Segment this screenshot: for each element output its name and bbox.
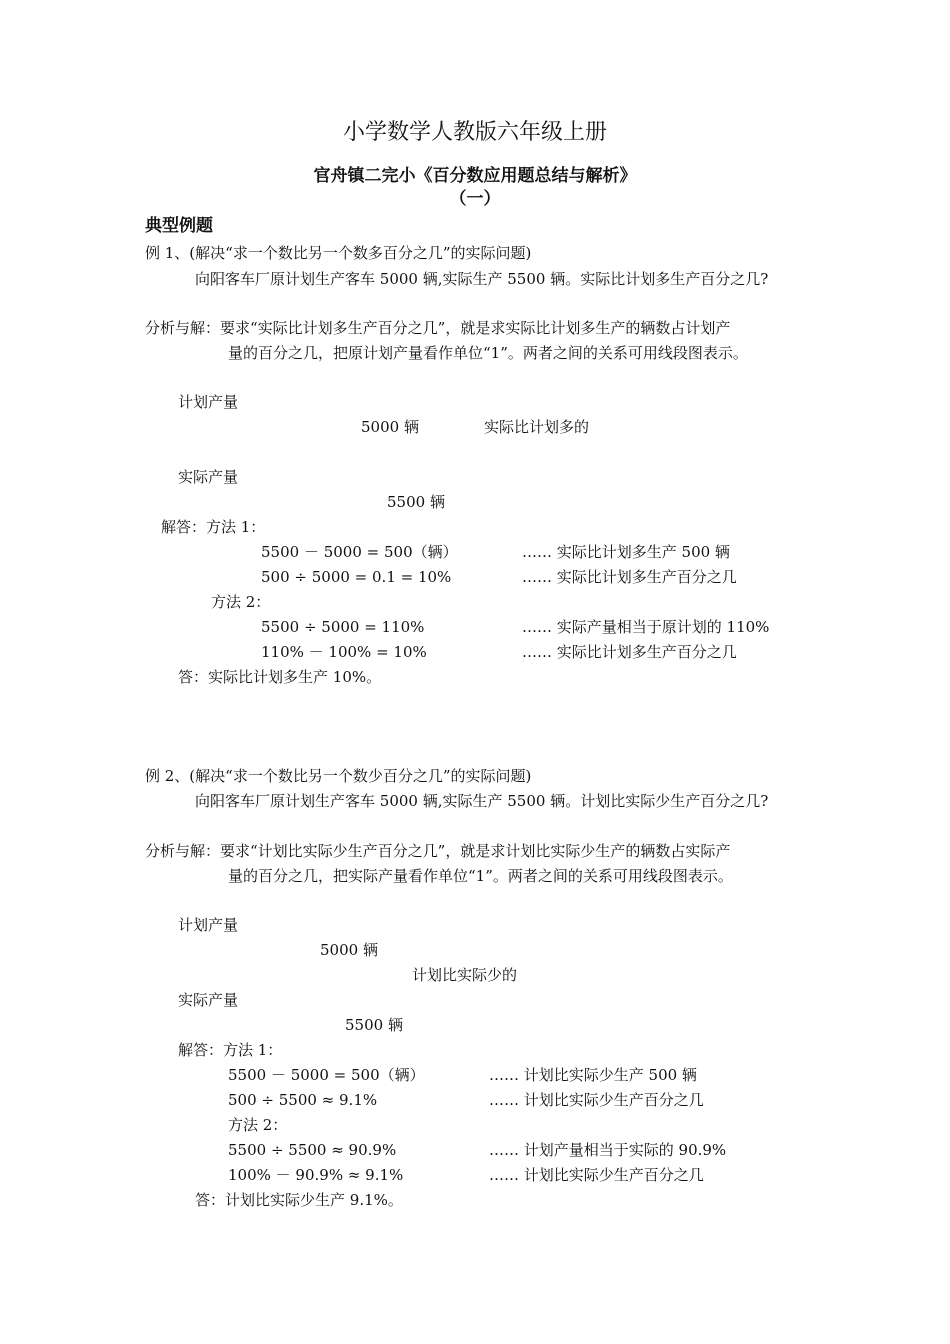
ex1-m2-step1: 5500 ÷ 5000 = 110%	[261, 618, 425, 636]
ex2-m1-note1: …… 计划比实际少生产 500 辆	[489, 1066, 697, 1084]
ex1-method1-label: 解答：方法 1：	[161, 518, 266, 536]
ex2-plan-label: 计划产量	[178, 916, 239, 934]
ex1-method2-label: 方法 2：	[211, 593, 271, 611]
ex2-m2-step2: 100% － 90.9% ≈ 9.1%	[228, 1166, 404, 1184]
ex2-method2-label: 方法 2：	[228, 1116, 288, 1134]
ex1-analysis-line2: 量的百分之几，把原计划产量看作单位“1”。两者之间的关系可用线段图表示。	[228, 344, 748, 362]
ex1-label: 例 1、(解决“求一个数比另一个数多百分之几”的实际问题)	[145, 244, 532, 262]
ex2-analysis-line2: 量的百分之几，把实际产量看作单位“1”。两者之间的关系可用线段图表示。	[228, 867, 733, 885]
ex1-answer: 答：实际比计划多生产 10%。	[178, 668, 382, 686]
ex1-analysis-line1: 分析与解：要求“实际比计划多生产百分之几”，就是求实际比计划多生产的辆数占计划产	[145, 319, 731, 337]
ex2-problem: 向阳客车厂原计划生产客车 5000 辆,实际生产 5500 辆。计划比实际少生产百分之几?	[195, 792, 769, 810]
ex1-m1-step1: 5500 － 5000 = 500（辆）	[261, 543, 458, 561]
ex1-actual-value: 5500 辆	[387, 493, 445, 511]
ex2-m2-step1: 5500 ÷ 5500 ≈ 90.9%	[228, 1141, 397, 1159]
ex2-plan-value: 5000 辆	[320, 941, 378, 959]
ex2-m1-step1: 5500 － 5000 = 500（辆）	[228, 1066, 425, 1084]
part-number: （一）	[449, 189, 501, 209]
ex2-m1-step2: 500 ÷ 5500 ≈ 9.1%	[228, 1091, 378, 1109]
ex1-more-label: 实际比计划多的	[484, 418, 590, 436]
ex1-m2-note2: …… 实际比计划多生产百分之几	[522, 643, 737, 661]
ex2-analysis-line1: 分析与解：要求“计划比实际少生产百分之几”，就是求计划比实际少生产的辆数占实际产	[145, 842, 731, 860]
ex1-m1-note1: …… 实际比计划多生产 500 辆	[522, 543, 730, 561]
ex2-actual-value: 5500 辆	[345, 1016, 403, 1034]
document-subtitle: 官舟镇二完小《百分数应用题总结与解析》	[313, 166, 637, 186]
ex2-less-label: 计划比实际少的	[412, 966, 518, 984]
ex1-m1-note2: …… 实际比计划多生产百分之几	[522, 568, 737, 586]
ex1-plan-label: 计划产量	[178, 393, 239, 411]
ex1-m1-step2: 500 ÷ 5000 = 0.1 = 10%	[261, 568, 452, 586]
ex2-answer: 答：计划比实际少生产 9.1%。	[195, 1191, 403, 1209]
ex2-m2-note2: …… 计划比实际少生产百分之几	[489, 1166, 704, 1184]
ex1-m2-note1: …… 实际产量相当于原计划的 110%	[522, 618, 770, 636]
ex1-problem: 向阳客车厂原计划生产客车 5000 辆,实际生产 5500 辆。实际比计划多生产百分之几?	[195, 270, 769, 288]
section-heading: 典型例题	[145, 216, 213, 236]
ex2-m2-note1: …… 计划产量相当于实际的 90.9%	[489, 1141, 727, 1159]
ex2-method1-label: 解答：方法 1：	[178, 1041, 283, 1059]
ex2-actual-label: 实际产量	[178, 991, 239, 1009]
document-title: 小学数学人教版六年级上册	[342, 120, 607, 145]
ex1-plan-value: 5000 辆	[361, 418, 419, 436]
ex1-actual-label: 实际产量	[178, 468, 239, 486]
ex1-m2-step2: 110% － 100% = 10%	[261, 643, 427, 661]
ex2-m1-note2: …… 计划比实际少生产百分之几	[489, 1091, 704, 1109]
ex2-label: 例 2、(解决“求一个数比另一个数少百分之几”的实际问题)	[145, 767, 532, 785]
